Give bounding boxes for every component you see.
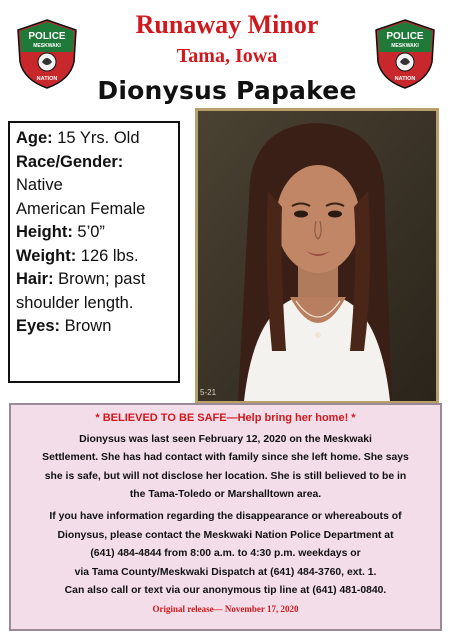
detail-race-line1: Native — [16, 176, 63, 194]
badge-top-text: POLICE — [28, 31, 66, 42]
badge-top-text: POLICE — [386, 31, 424, 42]
poster-location: Tama, Iowa — [176, 45, 278, 67]
notice-p2-line4: via Tama County/Meskwaki Dispatch at (641) 484-3760, ext. 1. — [74, 566, 377, 578]
release-date: Original release— November 17, 2020 — [152, 603, 299, 614]
photo-caption: 5-21 — [200, 388, 217, 397]
notice-p1-line1: Dionysus was last seen February 12, 2020 on the Meskwaki — [79, 433, 372, 445]
notice-p2-line1: If you have information regarding the disappearance or whereabouts of — [49, 510, 402, 522]
missing-person-name: Dionysus Papakee — [97, 76, 357, 105]
detail-hair: Hair: Brown; past — [16, 270, 146, 288]
detail-race-gender-label: Race/Gender: — [16, 152, 124, 171]
detail-eyes: Eyes: Brown — [16, 317, 112, 335]
badge-bottom-text: NATION — [394, 76, 416, 82]
notice-p2-line5: Can also call or text via our anonymous tip line at (641) 481-0840. — [64, 585, 387, 597]
badge-mid-text: MESKWAKI — [391, 43, 419, 49]
notice-box — [9, 403, 442, 631]
detail-height: Height: 5’0” — [16, 223, 105, 241]
notice-p1-line2: Settlement. She has had contact with family since she left home. She says — [42, 452, 409, 464]
detail-weight: Weight: 126 lbs. — [16, 246, 139, 265]
notice-p2-line2: Dionysus, please contact the Meskwaki Nation Police Department at — [57, 529, 394, 541]
badge-mid-text: MESKWAKI — [33, 43, 61, 49]
detail-hair-line2: shoulder length. — [16, 293, 134, 312]
notice-p2-line3: (641) 484-4844 from 8:00 a.m. to 4:30 p.m. weekdays or — [90, 548, 361, 560]
notice-p1-line3: she is safe, but will not disclose her location. She is still believed to be in — [44, 470, 407, 482]
detail-age: Age: 15 Yrs. Old — [16, 129, 140, 147]
portrait-photo — [195, 108, 439, 404]
safety-alert: * BELIEVED TO BE SAFE—Help bring her home! * — [95, 412, 356, 424]
physical-description-box — [8, 121, 180, 383]
notice-p1-line4: the Tama-Toledo or Marshalltown area. — [129, 489, 322, 501]
badge-bottom-text: NATION — [36, 76, 58, 82]
detail-race-line2: American Female — [16, 199, 146, 218]
poster-title: Runaway Minor — [135, 10, 319, 39]
